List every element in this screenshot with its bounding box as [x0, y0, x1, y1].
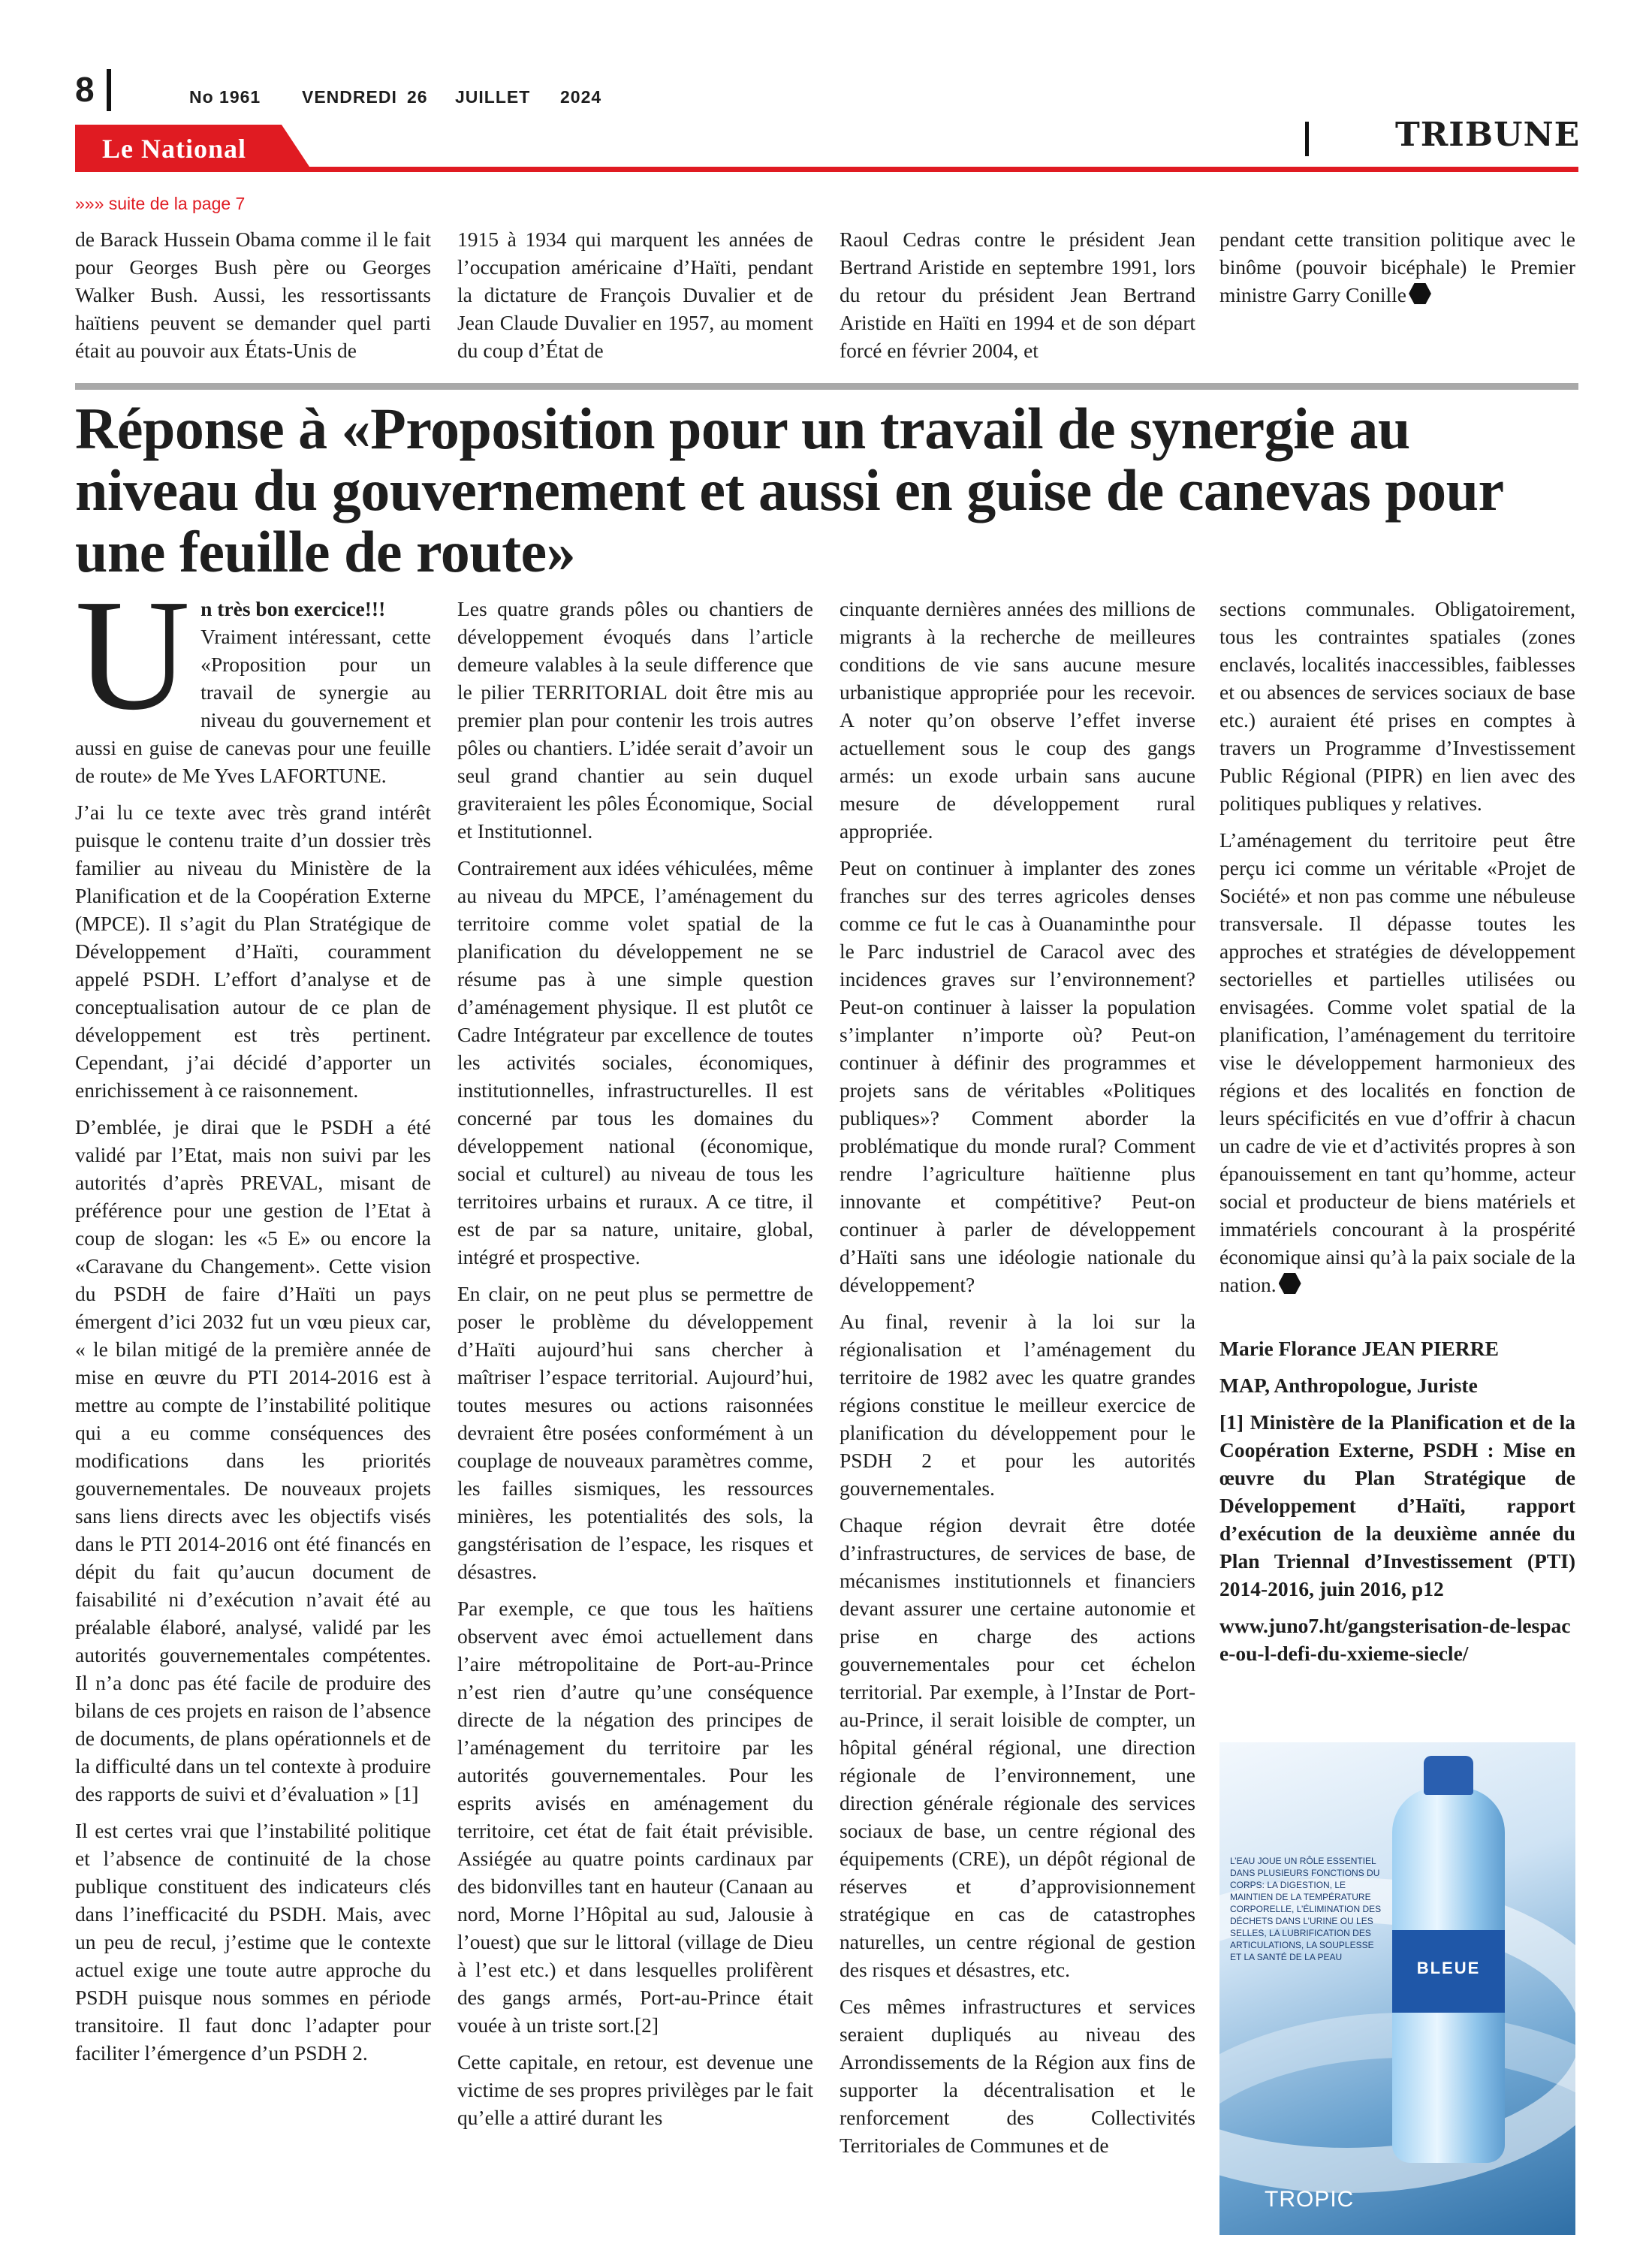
- paragraph: En clair, on ne peut plus se permettre de poser le problème du développement d’Haïti aujourd’hui sans chercher à maîtriser l’espace territorial. Aujourd’hui, toutes mesures ou actions raisonnées devraient être posées conformément à un couplage de nouveaux paramètres comme, les failles sismiques, les ressources minières, les potentialités des sols, la gangstérisation de l’espace, les risques et désastres.: [457, 1282, 813, 1583]
- issue-number: No 1961: [189, 87, 261, 107]
- paragraph: Cette capitale, en retour, est devenue une victime de ses propres privilèges par le fait qu’elle a attiré durant les: [457, 2050, 813, 2129]
- top-column-2: [457, 225, 813, 364]
- paragraph: Chaque région devrait être dotée d’infrastructures, de services de base, de mécanismes institutionnels et financiers devant assurer une certaine autonomie et prise en charge des actions gouvernementales pour cet échelon territorial. Par exemple, à l’Instar de Port-au-Prince, il serait loisible de compter, un hôpital général régional, une direction régionale de l’environnement, une direction générale régionale des services sociaux de base, un centre régional des équipements (CRE), un dépôt régional de réserves et d’approvisionnement stratégique en cas de catastrophes naturelles, un centre régional de gestion des risques et désastres, etc.: [840, 1513, 1195, 1981]
- top-column-text: Raoul Cedras contre le président Jean Bertrand Aristide en septembre 1991, lors du retour du président Jean Bertrand Aristide en Haïti en 1994 et de son départ forcé en février 2004, et: [840, 228, 1195, 362]
- drop-cap: U: [75, 566, 191, 743]
- paragraph: D’emblée, je dirai que le PSDH a été validé par l’Etat, mais non suivi par les autorités d’après PREVAL, misant de préférence pour une gestion de l’Etat à coup de slogan: les «5 E» ou encore la «Caravane du Changement». Cette vision du PSDH de faire d’Haïti un pays émergent d’ici 2032 fut un vœu pieux car, « le bilan mitigé de la première année de mise en œuvre du PTI 2014-2016 est à mettre au compte de l’instabilité politique qui a eu comme conséquences des modifications dans les priorités gouvernementales. De nouveaux projets sans liens directs avec les objectifs visés dans le PTI 2014-2016 ont été financés en dépit du fait qu’aucun document de faisabilité ni d’exécution n’avait été au préalable élaboré, analysé, validé par les autorités gouvernementales compétentes. Il n’a donc pas été facile de produire des bilans de ces projets en raison de l’absence de documents, de plans opérationnels et de la difficulté dans un tel contexte à produire des rapports de suivi et d’évaluation » [1]: [75, 1115, 431, 1805]
- advertisement[interactable]: [1219, 1742, 1575, 2235]
- header-rule: [75, 167, 1578, 172]
- article-column-1: [75, 566, 431, 2076]
- paragraph: Les quatre grands pôles ou chantiers de développement évoqués dans l’article demeure valables à la seule difference que le pilier TERRITORIAL doit être mis au premier plan pour contenir les trois autres pôles ou chantiers. L’idée serait d’avoir un seul grand chantier au sein duquel graviteraient les pôles Économique, Social et Institutionnel.: [457, 597, 813, 843]
- article-title: Réponse à «Proposition pour un travail de synergie au niveau du gouvernement et aussi en guise de canevas pour une feuille de route»: [75, 396, 1503, 584]
- article-separator: [75, 383, 1578, 390]
- bottle-cap: [1424, 1756, 1473, 1795]
- ad-text: L’EAU JOUE UN RÔLE ESSENTIEL DANS PLUSIEURS FONCTIONS DU CORPS: LA DIGESTION, LE MAINTIEN DE LA TEMPÉRATURE CORPORELLE, L’ÉLIMINATION DES DÉCHETS DANS L’URINE OU LES SELLES, LA LUBRIFICATION DES ARTICULATIONS, LA SOUPLESSE ET LA SANTÉ DE LA PEAU: [1230, 1856, 1382, 1962]
- page-number-divider: [107, 69, 111, 111]
- paragraph: Ces mêmes infrastructures et services seraient dupliqués au niveau des Arrondissements de la Région aux fins de supporter la décentralisation et le renforcement des Collectivités Territoriales de Communes et de: [840, 1995, 1195, 2157]
- reference-link[interactable]: www.juno7.ht/gangsterisation-de-lespace-ou-l-defi-du-xxieme-siecle/: [1219, 1614, 1571, 1665]
- paragraph: Au final, revenir à la loi sur la régionalisation et l’aménagement du territoire de 1982 avec les quatre grandes régions constitue le meilleur exercice de planification du développement pour le PSDH 2 et pour les autorités gouvernementales.: [840, 1310, 1195, 1500]
- top-column-3: [840, 225, 1195, 364]
- end-of-article-icon: [1409, 283, 1431, 304]
- paragraph: Par exemple, ce que tous les haïtiens observent avec émoi actuellement dans l’aire métropolitaine de Port-au-Prince n’est rien d’autre qu’une conséquence directe de la négation des principes de l’aménagement du territoire par les autorités gouvernementales. Pour les esprits avisés en aménagement du territoire, cet état de fait était prévisible. Assiégée au quatre points cardinaux par des bidonvilles tant en hauteur (Canaan au nord, Morne l’Hôpital au sud, Jalousie à l’ouest) que sur le littoral (village de Dieu à l’est etc.) et dans lesquelles prolifèrent des gangs armés, Port-au-Prince était vouée à un triste sort.[2]: [457, 1597, 813, 2037]
- top-column-4: [1219, 225, 1575, 309]
- paragraph: Peut on continuer à implanter des zones franches sur des terres agricoles denses comme ce fut le cas à Ouanaminthe pour le Parc industriel de Caracol avec des incidences graves sur l’environnement? Peut-on continuer à laisser la population s’implanter n’importe où? Peut-on continuer à définir des programmes et projets sans de véritables «Politiques publiques»? Comment aborder la problématique du monde rural? Comment rendre l’agriculture haïtienne plus innovante et compétitive? Peut-on continuer à parler de développement d’Haïti sans une idéologie nationale du développement?: [840, 856, 1195, 1296]
- page-number: 8: [75, 70, 95, 109]
- paragraph: J’ai lu ce texte avec très grand intérêt puisque le contenu traite d’un dossier très familier au niveau du Ministère de la Planification et de la Coopération Externe (MPCE). Il s’agit du Plan Stratégique de Développement d’Haïti, couramment appelé PSDH. L’effort d’analyse et de conceptualisation autour de ce plan de développement est très pertinent. Cependant, j’ai décidé d’apporter un enrichissement à ce raisonnement.: [75, 801, 431, 1102]
- section-divider: [1305, 122, 1309, 156]
- top-column-text: 1915 à 1934 qui marquent les années de l’occupation américaine d’Haïti, pendant la dictature de François Duvalier et de Jean Claude Duvalier en 1957, au moment du coup d’État de: [457, 228, 813, 362]
- paragraph: L’aménagement du territoire peut être perçu ici comme un véritable «Projet de Société» et non pas comme une nébuleuse transversale. Il dépasse toutes les approches et stratégies de développement sectorielles et partielles utilisées ou envisagées. Comme volet spatial de la planification, l’aménagement du territoire vise le développement harmonieux des régions et des localités en fonction de leurs spécificités en vue d’offrir à chacun un cadre de vie et d’activités propres à son épanouissement en tant qu’homme, acteur social et producteur de biens matériels et immatériels concourant à la prospérité économique ainsi qu’à la paix sociale de la nation.: [1219, 828, 1575, 1296]
- article-column-2: [457, 595, 813, 2140]
- brand-name: Le National: [102, 134, 247, 164]
- top-column-1: [75, 225, 431, 364]
- section-title: TRIBUNE: [1395, 116, 1581, 154]
- continuation-note: »»» suite de la page 7: [75, 194, 246, 213]
- paragraph: Vraiment intéressant, cette «Proposition pour un travail de synergie au niveau du gouvernement et aussi en guise de canevas pour une feuille de route» de Me Yves LAFORTUNE.: [75, 625, 431, 787]
- article-column-4: [1219, 595, 1575, 1676]
- footnote: [1] Ministère de la Planification et de la Coopération Externe, PSDH : Mise en œuvre du Plan Stratégique de Développement d’Haïti, rapport d’exécution de la deuxième année du Plan Triennal d’Investissement (PTI) 2014-2016, juin 2016, p12: [1219, 1410, 1575, 1600]
- issue-month: JUILLET: [455, 87, 531, 107]
- issue-year: 2024: [560, 87, 602, 107]
- top-column-text: pendant cette transition politique avec le binôme (pouvoir bicéphale) le Premier ministre Garry Conille: [1219, 228, 1575, 306]
- top-column-text: de Barack Hussein Obama comme il le fait pour Georges Bush père ou Georges Walker Bush. Aussi, les ressortissants haïtiens peuvent se demander quel parti était au pouvoir aux États-Unis de: [75, 228, 431, 362]
- paragraph: Il est certes vrai que l’instabilité politique et l’absence de continuité de la chose publique constituent des indicateurs clés dans l’inefficacité du PSDH. Mais, avec un peu de recul, j’estime que le contexte actuel exige une toute autre approche du PSDH puisque nous sommes en période transitoire. Il faut donc l’adapter pour faciliter l’émergence d’un PSDH 2.: [75, 1819, 431, 2064]
- ad-brand-logo: TROPIC: [1265, 2187, 1355, 2212]
- lead-text: n très bon exercice!!!: [200, 597, 386, 620]
- author-name: Marie Florance JEAN PIERRE: [1219, 1337, 1499, 1360]
- paragraph: cinquante dernières années des millions de migrants à la recherche de meilleures conditions de vie sans aucune mesure urbanistique appropriée pour les recevoir. A noter qu’on observe l’effet inverse actuellement sous le coup des gangs armés: un exode urbain sans aucune mesure de développement rural appropriée.: [840, 597, 1195, 843]
- end-of-article-icon: [1279, 1273, 1301, 1294]
- issue-day: VENDREDI: [302, 87, 397, 107]
- paragraph: sections communales. Obligatoirement, tous les contraintes spatiales (zones enclavés, localités inaccessibles, faiblesses et ou absences de services sociaux de base etc.) auraient été prises en comptes à travers un Programme d’Investissement Public Régional (PIPR) en lien avec des politiques publiques y relatives.: [1219, 597, 1575, 815]
- issue-date: 26: [407, 87, 428, 107]
- article-column-3: [840, 595, 1195, 2168]
- paragraph: Contrairement aux idées véhiculées, même au niveau du MPCE, l’aménagement du territoire comme volet spatial de la planification du développement ne se résume pas à une simple question d’aménagement physique. Il est plutôt ce Cadre Intégrateur par excellence de toutes les activités sociales, économiques, institutionnelles, infrastructurelles. Il est concerné par tous les domaines du développement national (économique, social et culturel) au niveau de tous les territoires urbains et ruraux. A ce titre, il est de par sa nature, unitaire, global, intégré et prospective.: [457, 856, 813, 1268]
- author-title: MAP, Anthropologue, Juriste: [1219, 1374, 1478, 1397]
- bottle-label-text: BLEUE: [1416, 1959, 1481, 1977]
